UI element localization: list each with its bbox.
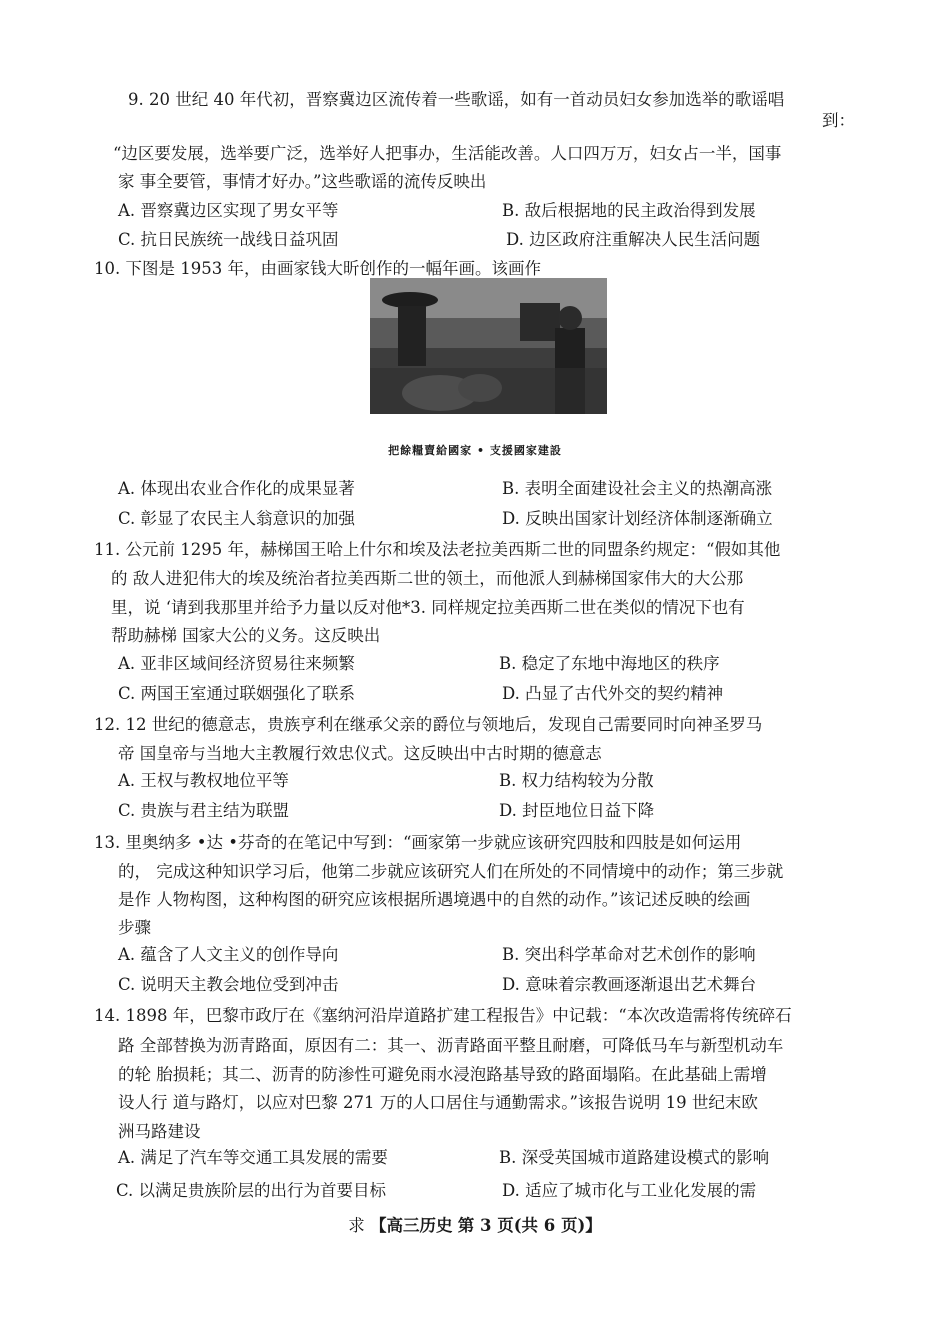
- q9-option-a: A. 晋察冀边区实现了男女平等: [118, 201, 339, 220]
- q14-stem-line-3: 的轮 胎损耗；其二、沥青的防渗性可避免雨水浸泡路基导致的路面塌陷。在此基础上需增: [118, 1065, 767, 1084]
- page-footer: [0, 1212, 950, 1236]
- q10-option-c: C. 彰显了农民主人翁意识的加强: [118, 509, 356, 528]
- q12-option-d: D. 封臣地位日益下降: [499, 801, 655, 820]
- q9-stem-line-3: “边区要发展，选举要广泛，选举好人把事办，生活能改善。人口四万万，妇女占一半，国事: [113, 144, 782, 163]
- q11-option-c: C. 两国王室通过联姻强化了联系: [118, 684, 356, 703]
- q12-stem-line-2: 帝 国皇帝与当地大主教履行效忠仪式。这反映出中古时期的德意志: [118, 744, 602, 763]
- q12-option-b: B. 权力结构较为分散: [499, 771, 654, 790]
- q11-stem-line-3: 里，说 ‘请到我那里并给予力量以反对他*3. 同样规定拉美西斯二世在类似的情况下也有: [111, 598, 745, 617]
- q14-stem-line-5: 洲马路建设: [118, 1122, 201, 1141]
- q11-stem-line-4: 帮助赫梯 国家大公的义务。这反映出: [111, 626, 381, 645]
- q10-stem-line-1: 10. 下图是 1953 年，由画家钱大昕创作的一幅年画。该画作: [94, 259, 541, 278]
- q13-option-a: A. 蕴含了人文主义的创作导向: [118, 945, 339, 964]
- q9-stem-line-4: 家 事全要管，事情才好办。”这些歌谣的流传反映出: [118, 172, 487, 191]
- q11-stem-line-2: 的 敌人进犯伟大的埃及统治者拉美西斯二世的领土，而他派人到赫梯国家伟大的大公那: [111, 569, 744, 588]
- painting-caption: 把餘糧賣給國家 • 支援國家建設: [388, 444, 562, 457]
- q14-stem-line-2: 路 全部替换为沥青路面，原因有二：其一、沥青路面平整且耐磨，可降低马车与新型机动车: [118, 1036, 784, 1055]
- q12-stem-line-1: 12. 12 世纪的德意志，贵族亨利在继承父亲的爵位与领地后，发现自己需要同时向神圣罗马: [94, 715, 763, 734]
- q12-option-c: C. 贵族与君主结为联盟: [118, 801, 290, 820]
- q11-stem-line-1: 11. 公元前 1295 年，赫梯国王哈上什尔和埃及法老拉美西斯二世的同盟条约规定：“假如其他: [94, 540, 781, 559]
- q11-option-b: B. 稳定了东地中海地区的秩序: [499, 654, 720, 673]
- q14-stem-line-1: 14. 1898 年，巴黎市政厅在《塞纳河沿岸道路扩建工程报告》中记载：“本次改造需将传统碎石: [94, 1006, 792, 1025]
- q10-option-b: B. 表明全面建设社会主义的热潮高涨: [502, 479, 773, 498]
- q9-option-b: B. 敌后根据地的民主政治得到发展: [502, 201, 756, 220]
- q13-stem-line-3: 是作 人物构图，这种构图的研究应该根据所遇境遇中的自然的动作。”该记述反映的绘画: [118, 890, 751, 909]
- q14-stem-line-4: 设人行 道与路灯，以应对巴黎 271 万的人口居住与通勤需求。”该报告说明 19 世纪末欧: [118, 1093, 758, 1112]
- q9-stem-line-1: 9. 20 世纪 40 年代初，晋察冀边区流传着一些歌谣，如有一首动员妇女参加选举的歌谣唱: [128, 90, 785, 109]
- q14-option-d: D. 适应了城市化与工业化发展的需: [502, 1181, 757, 1200]
- q13-option-d: D. 意味着宗教画逐渐退出艺术舞台: [502, 975, 757, 994]
- q14-option-a: A. 满足了汽车等交通工具发展的需要: [118, 1148, 388, 1167]
- q11-option-d: D. 凸显了古代外交的契约精神: [502, 684, 724, 703]
- q14-option-b: B. 深受英国城市道路建设模式的影响: [499, 1148, 770, 1167]
- footer-page-number: 第 3 页(共 6 页)】: [457, 1216, 602, 1235]
- q13-option-c: C. 说明天主教会地位受到冲击: [118, 975, 339, 994]
- q11-option-a: A. 亚非区域间经济贸易往来频繁: [118, 654, 355, 673]
- q12-option-a: A. 王权与教权地位平等: [118, 771, 289, 790]
- footer-title: 【高三历史: [369, 1216, 453, 1235]
- q10-option-a: A. 体现出农业合作化的成果显著: [118, 479, 355, 498]
- q9-stem-line-2: 到：: [822, 111, 855, 130]
- q9-option-c: C. 抗日民族统一战线日益巩固: [118, 230, 339, 249]
- q10-option-d: D. 反映出国家计划经济体制逐渐确立: [502, 509, 773, 528]
- q9-option-d: D. 边区政府注重解决人民生活问题: [506, 230, 761, 249]
- footer-prefix: 求: [348, 1216, 365, 1235]
- q14-option-c: C. 以满足贵族阶层的出行为首要目标: [116, 1181, 387, 1200]
- q13-option-b: B. 突出科学革命对艺术创作的影响: [502, 945, 756, 964]
- q13-stem-line-1: 13. 里奥纳多 •达 •芬奇的在笔记中写到：“画家第一步就应该研究四肢和四肢是如何运用: [94, 833, 742, 852]
- q13-stem-line-4: 步骤: [118, 918, 151, 937]
- new-year-painting-image: [370, 278, 607, 414]
- q13-stem-line-2: 的， 完成这种知识学习后，他第二步就应该研究人们在所处的不同情境中的动作；第三步就: [118, 862, 784, 881]
